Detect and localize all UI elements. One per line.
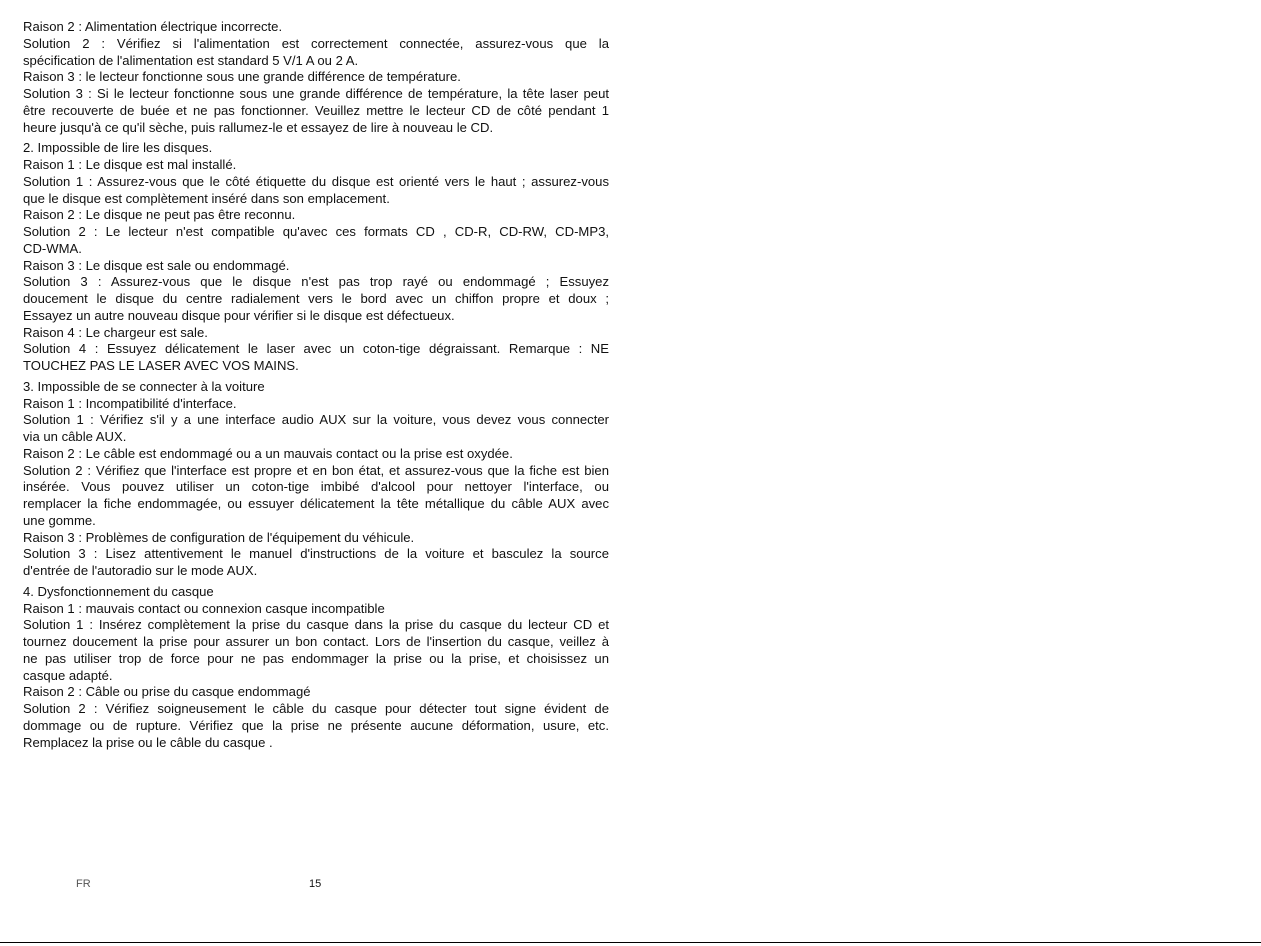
text-line: Raison 1 : mauvais contact ou connexion casque incompatible: [23, 600, 385, 616]
text-line: Solution 3 : Si le lecteur fonctionne sous une grande différence de température, la tête laser peut: [23, 86, 609, 101]
text-line: être recouverte de buée et ne pas fonctionner. Veuillez mettre le lecteur CD de côté pendant 1: [23, 102, 609, 118]
text-line: 2. Impossible de lire les disques.: [23, 140, 213, 156]
text-line: Raison 1 : Le disque est mal installé.: [23, 157, 237, 172]
text-line: TOUCHEZ PAS LE LASER AVEC VOS MAINS.: [23, 358, 299, 373]
text-line: Solution 4 : Essuyez délicatement le laser avec un coton-tige dégraissant. Remarque : NE: [23, 341, 609, 357]
text-line: Raison 3 : le lecteur fonctionne sous une grande différence de température.: [23, 69, 461, 85]
text-line: Raison 2 : Le disque ne peut pas être reconnu.: [23, 207, 296, 223]
text-line: Raison 3 : Le disque est sale ou endommagé.: [23, 257, 290, 273]
text-line: doucement le disque du centre radialement vers le bord avec un chiffon propre et doux ;: [23, 291, 609, 306]
text-line: une gomme.: [23, 512, 96, 528]
text-line: Raison 2 : Le câble est endommagé ou a un mauvais contact ou la prise est oxydée.: [23, 445, 513, 461]
text-line: Raison 1 : Incompatibilité d'interface.: [23, 395, 237, 411]
text-line: 4. Dysfonctionnement du casque: [23, 583, 214, 599]
footer-page-number: 15: [309, 878, 322, 890]
text-line: dommage ou de rupture. Vérifiez que la prise ne présente aucune déformation, usure, etc.: [23, 717, 609, 733]
text-line: Raison 2 : Alimentation électrique incorrecte.: [23, 19, 283, 34]
text-line: d'entrée de l'autoradio sur le mode AUX.: [23, 563, 258, 578]
text-line: insérée. Vous pouvez utiliser un coton-tige imbibé d'alcool pour nettoyer l'interface, ou: [23, 479, 609, 495]
text-line: Raison 3 : Problèmes de configuration de l'équipement du véhicule.: [23, 529, 415, 545]
text-line: via un câble AUX.: [23, 429, 127, 444]
text-line: Raison 2 : Câble ou prise du casque endommagé: [23, 684, 311, 700]
text-line: Raison 4 : Le chargeur est sale.: [23, 324, 208, 340]
footer-language-label: FR: [76, 878, 91, 890]
text-line: Solution 2 : Vérifiez que l'interface est propre et en bon état, et assurez-vous que la fiche est bien: [23, 462, 609, 478]
text-line: que le disque est complètement inséré dans son emplacement.: [23, 190, 390, 206]
text-line: Solution 2 : Vérifiez soigneusement le câble du casque pour détecter tout signe évident de: [23, 701, 609, 716]
text-line: ne pas utiliser trop de force pour ne pas endommager la prise ou la prise, et choisissez un: [23, 650, 609, 666]
text-line: casque adapté.: [23, 667, 113, 683]
page-bottom-rule: [0, 942, 1261, 943]
text-line: 3. Impossible de se connecter à la voiture: [23, 378, 265, 394]
text-line: heure jusqu'à ce qu'il sèche, puis rallumez-le et essayez de lire à nouveau le CD.: [23, 119, 494, 135]
text-line: Solution 2 : Vérifiez si l'alimentation est correctement connectée, assurez-vous que la: [23, 35, 609, 51]
text-line: spécification de l'alimentation est standard 5 V/1 A ou 2 A.: [23, 52, 359, 68]
text-line: Solution 3 : Assurez-vous que le disque n'est pas trop rayé ou endommagé ; Essuyez: [23, 274, 609, 290]
text-line: Solution 2 : Le lecteur n'est compatible qu'avec ces formats CD , CD-R, CD-RW, CD-MP3,: [23, 224, 609, 239]
text-line: tournez doucement la prise pour assurer un bon contact. Lors de l'insertion du casque, veillez à: [23, 634, 609, 649]
text-line: Solution 1 : Vérifiez s'il y a une interface audio AUX sur la voiture, vous devez vous connecter: [23, 412, 609, 428]
text-line: CD-WMA.: [23, 240, 82, 256]
text-line: Solution 1 : Assurez-vous que le côté étiquette du disque est orienté vers le haut ; assurez-vous: [23, 173, 609, 189]
text-line: remplacer la fiche endommagée, ou essuyer délicatement la tête métallique du câble AUX avec: [23, 496, 609, 511]
text-line: Remplacez la prise ou le câble du casque .: [23, 734, 273, 750]
text-line: Essayez un autre nouveau disque pour vérifier si le disque est défectueux.: [23, 307, 455, 323]
text-line: Solution 3 : Lisez attentivement le manuel d'instructions de la voiture et basculez la source: [23, 546, 609, 562]
manual-text-column: [23, 19, 609, 751]
text-line: Solution 1 : Insérez complètement la prise du casque dans la prise du casque du lecteur CD et: [23, 617, 609, 633]
